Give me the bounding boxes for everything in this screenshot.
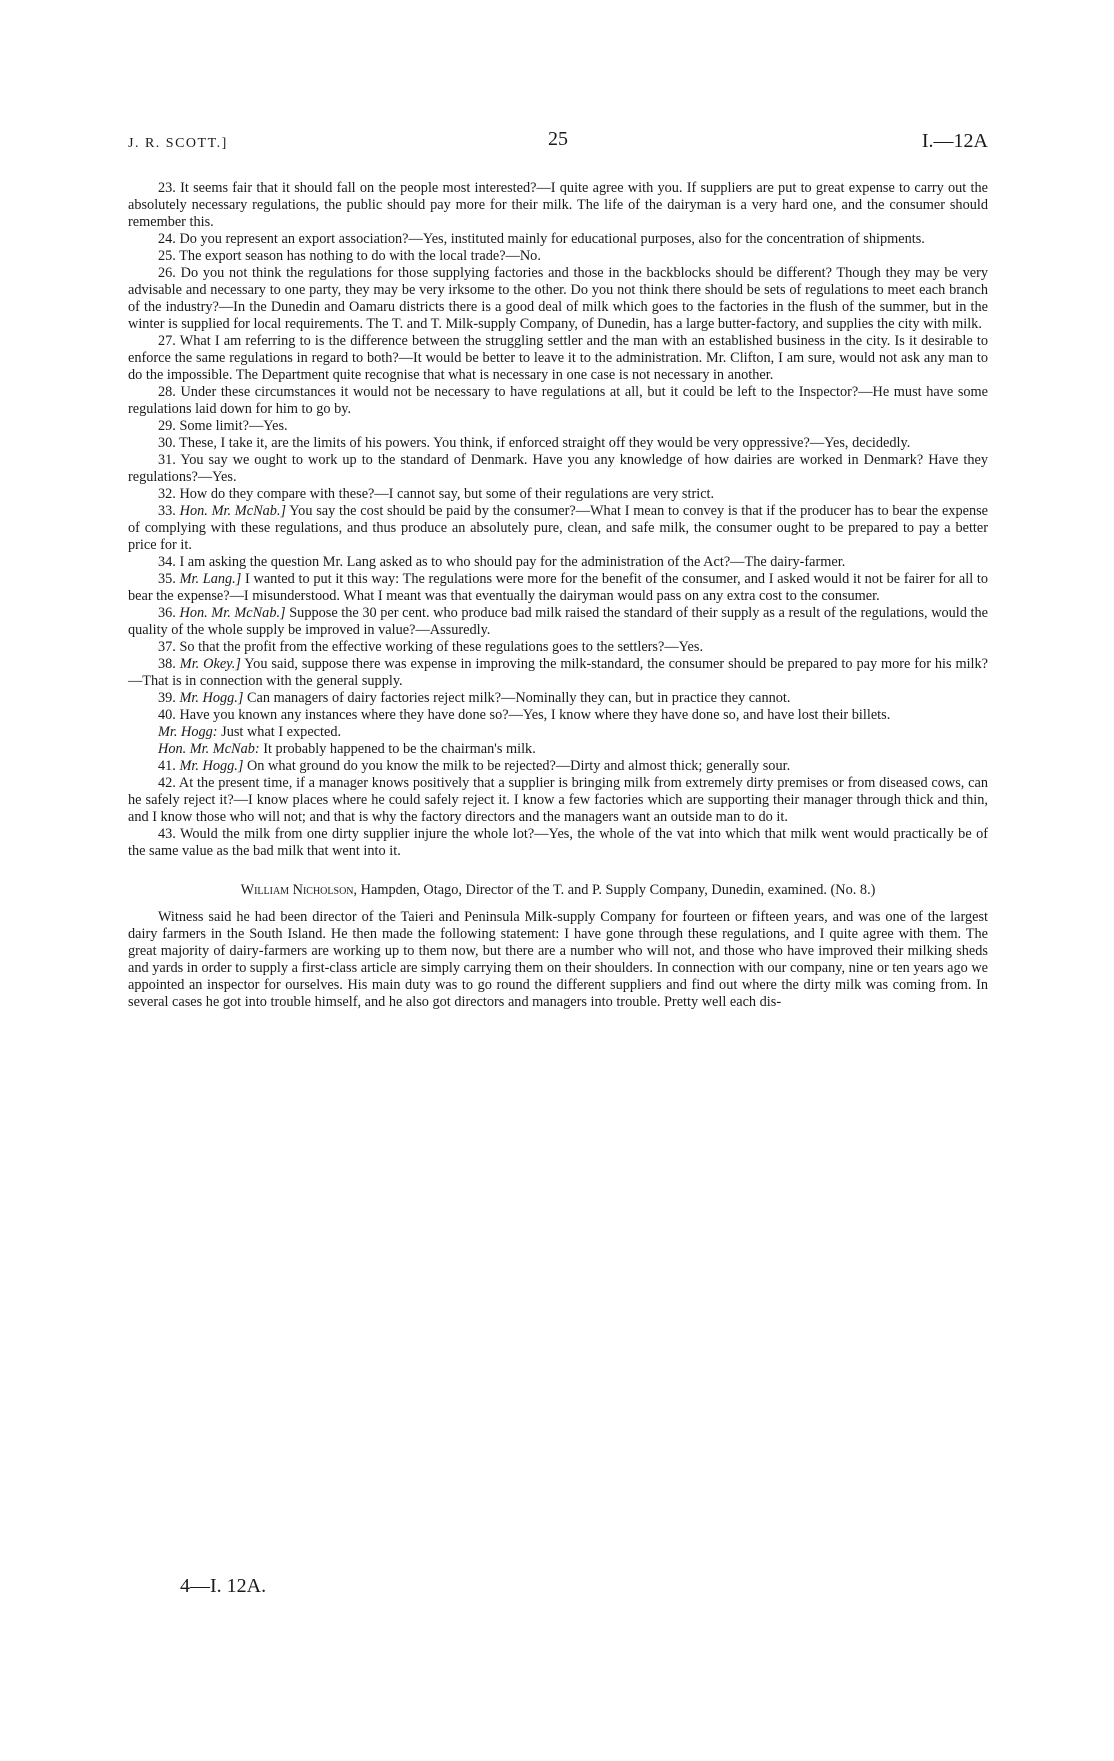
paragraph (128, 741, 988, 758)
paragraph: 24. Do you represent an export association?—Yes, instituted mainly for educational purposes, also for the concentration of shipments. (158, 231, 925, 247)
paragraph-text: I wanted to put it this way: The regulations were more for the benefit of the consumer, and I asked would it not be fairer for all to bear the expense?—I misunderstood. What I meant was that eventually the dairyman would pass on any extra cost to the consumer. (128, 571, 989, 604)
speaker-name: Mr. Hogg.] (179, 690, 244, 706)
speaker-name: Mr. Okey.] (179, 656, 241, 672)
question-number: 38. (158, 656, 176, 672)
paragraph (128, 605, 988, 639)
paragraph: 23. It seems fair that it should fall on the people most interested?—I quite agree with you. If suppliers are put to great expense to carry out the absolutely necessary regulations, the public should pay more for their milk. The life of the dairyman is a very hard one, and the consumer should remember this. (128, 180, 988, 230)
paragraph: 26. Do you not think the regulations for those supplying factories and those in the backblocks should be different? Though they may be very advisable and necessary to one party, they may be very irksome to the other. Do you not think there should be sets of regulations to meet each branch of the industry?—In the Dunedin and Oamaru districts there is a good deal of milk which goes to the factories in the flush of the summer, but in the winter is supplied for local requirements. The T. and T. Milk-supply Company, of Dunedin, has a large butter-factory, and supplies the city with milk. (128, 265, 988, 332)
paragraph (128, 724, 988, 741)
paragraph-text: Can managers of dairy factories reject milk?—Nominally they can, but in practice they cannot. (246, 690, 791, 706)
paragraph: 27. What I am referring to is the difference between the struggling settler and the man with an established business in the city. Is it desirable to enforce the same regulations in regard to both?—It would be better to leave it to the administration. Mr. Clifton, I am sure, would not ask any man to do the impossible. The Department quite recognise that what is necessary in one case is not necessary in another. (128, 333, 988, 383)
paragraph-text: Just what I expected. (221, 724, 342, 740)
speaker-name: Hon. Mr. McNab: (158, 741, 260, 757)
signature-mark: 4—I. 12A. (180, 1575, 267, 1597)
paragraph: 28. Under these circumstances it would not be necessary to have regulations at all, but it could be left to the Inspector?—He must have some regulations laid down for him to go by. (128, 384, 988, 417)
paragraph (128, 503, 988, 554)
paragraph: 43. Would the milk from one dirty supplier injure the whole lot?—Yes, the whole of the vat into which that milk went would practically be of the same value as the bad milk that went into it. (128, 826, 988, 859)
paragraph: 32. How do they compare with these?—I cannot say, but some of their regulations are very strict. (158, 486, 715, 502)
paragraph (128, 656, 988, 690)
paragraph-text: Suppose the 30 per cent. who produce bad milk raised the standard of their supply as a result of the regulations, would the quality of the whole supply be improved in value?—Assuredly. (128, 605, 989, 638)
question-number: 39. (158, 690, 176, 706)
speaker-name: Mr. Hogg.] (179, 758, 244, 774)
paragraph: 25. The export season has nothing to do with the local trade?—No. (158, 248, 541, 264)
question-number: 35. (158, 571, 176, 587)
paragraph-text: It probably happened to be the chairman's milk. (263, 741, 536, 757)
witness-name: William Nicholson (240, 882, 354, 898)
paragraph: 37. So that the profit from the effective working of these regulations goes to the settlers?—Yes. (158, 639, 704, 655)
paragraph: 40. Have you known any instances where they have done so?—Yes, I know where they have done so, and have lost their billets. (158, 707, 891, 723)
document-body (128, 180, 988, 1011)
speaker-name: Hon. Mr. McNab.] (179, 605, 286, 621)
paragraph-text: On what ground do you know the milk to be rejected?—Dirty and almost thick; generally sour. (246, 758, 791, 774)
running-header (128, 128, 988, 154)
paragraph: 42. At the present time, if a manager knows positively that a supplier is bringing milk from extremely dirty premises or from diseased cows, can he safely reject it?—I know places where he could safely reject it. I know a few factories which are supporting their manager through thick and thin, and I know those who will not; and that is why the factory directors and the managers want an outside man to do it. (128, 775, 988, 825)
header-right: I.—12A (921, 130, 988, 152)
paragraph: 29. Some limit?—Yes. (158, 418, 288, 434)
speaker-name: Mr. Lang.] (179, 571, 242, 587)
speaker-name: Mr. Hogg: (158, 724, 218, 740)
witness-details: , Hampden, Otago, Director of the T. and P. Supply Company, Dunedin, examined. (No. 8.) (353, 882, 876, 898)
paragraph-text: You said, suppose there was expense in improving the milk-standard, the consumer should be prepared to pay more for his milk?—That is in connection with the general supply. (128, 656, 989, 689)
question-number: 36. (158, 605, 176, 621)
paragraph: 31. You say we ought to work up to the standard of Denmark. Have you any knowledge of how dairies are worked in Denmark? Have they regulations?—Yes. (128, 452, 988, 485)
paragraph (128, 571, 988, 605)
paragraph-text: You say the cost should be paid by the consumer?—What I mean to convey is that if the producer has to bear the expense of complying with these regulations, and thus produce an absolutely pure, clean, and safe milk, the consumer ought to be prepared to pay a better price for it. (128, 503, 988, 553)
header-left: J. R. SCOTT.] (128, 136, 228, 151)
paragraph (128, 758, 988, 775)
paragraph: 30. These, I take it, are the limits of his powers. You think, if enforced straight off they would be very oppressive?—Yes, decidedly. (158, 435, 911, 451)
speaker-name: Hon. Mr. McNab.] (179, 503, 287, 519)
paragraph: 34. I am asking the question Mr. Lang asked as to who should pay for the administration of the Act?—The dairy-farmer. (158, 554, 846, 570)
paragraph (128, 690, 988, 707)
witness-heading (128, 882, 988, 899)
page-number: 25 (548, 128, 568, 150)
question-number: 41. (158, 758, 176, 774)
witness-statement: Witness said he had been director of the Taieri and Peninsula Milk-supply Company for fourteen or fifteen years, and was one of the largest dairy farmers in the South Island. He then made the following statement: I have gone through these regulations, and I quite agree with them. The great majority of dairy-farmers are working up to them now, but there are a number who will not, and those who have improved their milking sheds and yards in order to supply a first-class article are simply carrying them on their shoulders. In connection with our company, nine or ten years ago we appointed an inspector for ourselves. His main duty was to go round the different suppliers and find out where the dirty milk was coming from. In several cases he got into trouble himself, and he also got directors and managers into trouble. Pretty well each dis- (128, 909, 988, 1010)
question-number: 33. (158, 503, 176, 519)
